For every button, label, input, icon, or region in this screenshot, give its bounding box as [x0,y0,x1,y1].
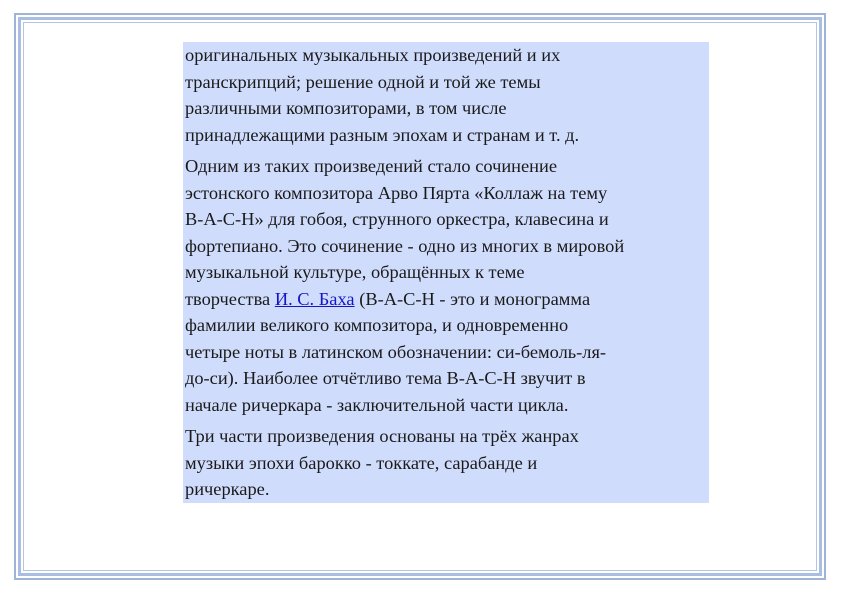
bach-link[interactable]: И. С. Баха [274,288,355,309]
paragraph-3: Три части произведения основаны на трёх жанрах музыки эпохи барокко - токкате, сарабанде и ричеркаре. [185,426,579,499]
paragraph-2 [185,153,707,418]
paragraph-2-text-before-link: Одним из таких произведений стало сочинение эстонского композитора Арво Пярта «Коллаж на тему B-A-C-H» для гобоя, струнного оркестра, клавесина и фортепиано. Это сочинение - одно из многих в мировой музыкальной культуре, обращённых к теме творчества [185,156,625,309]
paragraph-1: оригинальных музыкальных произведений и их транскрипций; решение одной и той же темы различными композиторами, в том числе принадлежащими разным эпохам и странам и т. д. [185,45,580,145]
text-box [183,42,709,503]
paragraph-2-text-after-link: (B-A-C-H - это и монограмма фамилии великого композитора, и одновременно четыре ноты в латинском обозначении: си-бемоль-ля- до-си). Наиболее отчётливо тема B-A-C-H звучит в начале ричеркара - заключительной части цикла. [185,288,607,415]
